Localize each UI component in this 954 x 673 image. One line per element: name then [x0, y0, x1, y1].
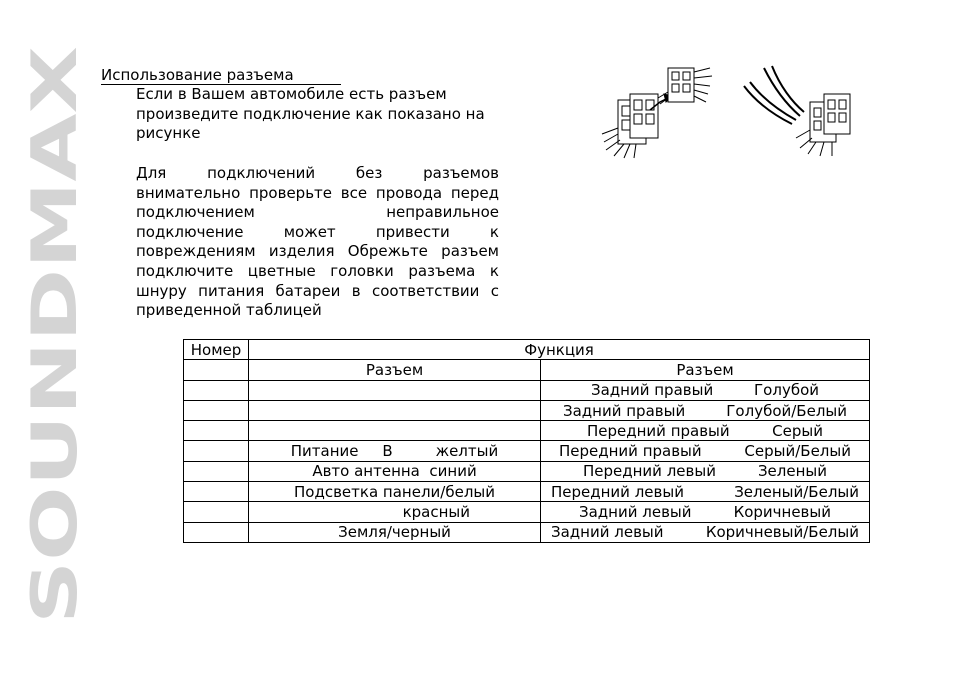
- row-right-color: Коричневый: [733, 503, 831, 522]
- brand-logo-text: SOUNDMAX: [18, 215, 91, 624]
- section-title: Использование разъема: [101, 66, 341, 85]
- table-row: [184, 482, 870, 502]
- row-right: [541, 441, 870, 461]
- row-right: [541, 482, 870, 502]
- row-number: [184, 441, 249, 461]
- row-left: [249, 380, 541, 400]
- intro-paragraph: [136, 85, 516, 144]
- row-right-position: Задний левый: [551, 523, 664, 542]
- row-number: [184, 502, 249, 522]
- row-right-position: Задний правый: [563, 401, 686, 420]
- row-number: [184, 421, 249, 441]
- table-cell: [184, 360, 249, 380]
- row-right-color: Серый/Белый: [744, 442, 851, 461]
- table-row: [184, 421, 870, 441]
- row-left: красный: [249, 502, 541, 522]
- row-right: [541, 461, 870, 481]
- instructions-paragraph: [136, 164, 499, 321]
- intro-line: Если в Вашем автомобиле есть разъем: [136, 85, 447, 103]
- row-right: [541, 522, 870, 542]
- row-right: [541, 421, 870, 441]
- row-right-position: Передний правый: [559, 442, 702, 461]
- row-right: [541, 502, 870, 522]
- instructions-line: подключением неправильное: [136, 203, 499, 222]
- header-function: Функция: [249, 340, 870, 360]
- instructions-line: подключение может привести к: [136, 222, 499, 241]
- table-header-row: [184, 340, 870, 360]
- row-right-color: Голубой/Белый: [726, 401, 847, 420]
- instructions-line: повреждениям изделия Обрежьте разъем: [136, 242, 499, 261]
- row-number: [184, 482, 249, 502]
- instructions-line: внимательно проверьте все провода перед: [136, 183, 499, 202]
- intro-line: произведите подключение как показано на: [136, 104, 485, 123]
- row-right-color: Серый: [772, 421, 823, 440]
- connector-plug-icon: [602, 68, 712, 158]
- row-right-position: Задний левый: [579, 503, 692, 522]
- table-row: [184, 502, 870, 522]
- header-number: Номер: [184, 340, 249, 360]
- row-right: [541, 380, 870, 400]
- row-left: Авто антенна синий: [249, 461, 541, 481]
- row-right-color: Зеленый: [757, 462, 827, 481]
- row-right-position: Передний левый: [583, 462, 716, 481]
- row-left: Подсветка панели/белый: [249, 482, 541, 502]
- instructions-line: шнуру питания батареи в соответствии с: [136, 281, 499, 300]
- row-left: Земля/черный: [249, 522, 541, 542]
- instructions-line: Для подключений без разъемов: [136, 164, 499, 182]
- connector-cutting-pliers-icon: [744, 66, 850, 156]
- intro-line: рисунке: [136, 124, 201, 143]
- row-right-color: Коричневый/Белый: [705, 523, 859, 542]
- table-row: [184, 461, 870, 481]
- row-number: [184, 522, 249, 542]
- subheader-right: Разъем: [541, 360, 870, 380]
- instructions-line: приведенной таблицей: [136, 301, 322, 320]
- row-right-position: Передний правый: [587, 421, 730, 440]
- connector-illustration: [596, 58, 866, 168]
- row-number: [184, 400, 249, 420]
- row-left: [249, 421, 541, 441]
- table-row: [184, 380, 870, 400]
- row-number: [184, 461, 249, 481]
- row-right: [541, 400, 870, 420]
- row-right-color: Зеленый/Белый: [734, 482, 859, 501]
- table-subheader-row: [184, 360, 870, 380]
- table-row: [184, 522, 870, 542]
- row-right-color: Голубой: [754, 381, 819, 400]
- subheader-left: Разъем: [249, 360, 541, 380]
- wiring-table: [183, 339, 870, 543]
- row-number: [184, 380, 249, 400]
- row-right-position: Задний правый: [591, 381, 714, 400]
- brand-logo: [18, 44, 91, 624]
- row-left: Питание В желтый: [249, 441, 541, 461]
- table-row: [184, 400, 870, 420]
- table-row: [184, 441, 870, 461]
- row-right-position: Передний левый: [551, 482, 684, 501]
- instructions-line: подключите цветные головки разъема к: [136, 261, 499, 280]
- row-left: [249, 400, 541, 420]
